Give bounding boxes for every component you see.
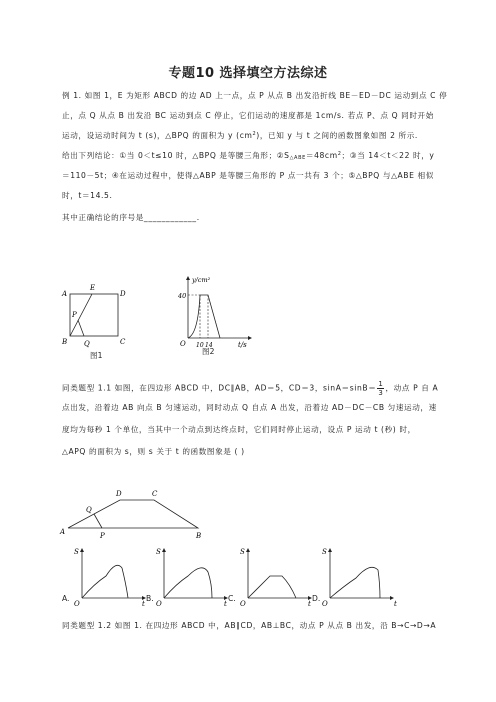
- fig2-x10: 10: [196, 342, 204, 349]
- trap-label-P: P: [100, 532, 105, 540]
- option-c-letter: C.: [228, 594, 236, 603]
- option-a-letter: A.: [62, 594, 70, 603]
- variant1-line-1: 同类题型 1.1 如图，在四边形 ABCD 中，DC∥AB，AD＝5，CD＝3，sinA＝sinB＝ $\frac{1}{3}$ ，动点 P 自 A: [62, 380, 439, 397]
- option-d-letter: D.: [312, 594, 321, 603]
- option-c-graph: [236, 544, 316, 608]
- fig2-y40: 40: [178, 292, 187, 300]
- option-c-t: t: [308, 600, 311, 608]
- option-c-o: O: [240, 600, 246, 608]
- fig2-xlabel: t/s: [238, 341, 247, 349]
- option-d-o: O: [322, 600, 328, 608]
- fig1-label-D: D: [120, 290, 126, 298]
- option-a-s: S: [74, 548, 79, 556]
- fig1-label-Q: Q: [84, 340, 90, 348]
- example1-line-5: ＝110－5t；④在运动过程中，使得△ABP 是等腰三角形的 P 点一共有 3 个；⑤△BPQ 与△ABE 相似: [62, 171, 434, 180]
- option-b-s: S: [156, 548, 161, 556]
- option-b-letter: B.: [146, 594, 154, 603]
- figure-1-rectangle: [60, 280, 140, 358]
- option-d-graph: [318, 544, 402, 608]
- example1-line-3: 运动，设运动时间为 t (s)，△BPQ 的面积为 y $(cm^2)$，已知 y 与 t 之间的函数图象如图 2 所示.: [62, 131, 418, 140]
- example1-answer-blank: 其中正确结论的序号是____________.: [62, 213, 200, 222]
- page-title: 专题10 选择填空方法综述: [168, 66, 328, 81]
- fig2-x14: 14: [205, 342, 213, 349]
- fig1-label-C: C: [120, 338, 126, 346]
- fig1-label-B: B: [62, 338, 68, 346]
- option-d-s: S: [322, 548, 327, 556]
- option-b-t: t: [224, 600, 227, 608]
- option-b-o: O: [156, 600, 162, 608]
- figure-2-graph: [176, 274, 256, 354]
- variant1-line-4: △APQ 的面积为 s，则 s 关于 t 的函数图象是 ( ): [62, 447, 245, 456]
- fraction-one-third: $\frac{1}{3}$: [378, 380, 384, 397]
- trap-label-B: B: [196, 532, 202, 540]
- option-b-graph: [152, 544, 232, 608]
- figure-1-caption: 图1: [90, 351, 103, 360]
- variant1-line-2: 点出发，沿着边 AB 向点 B 匀速运动，同时动点 Q 自点 A 出发，沿着边 AD－DC－CB 匀速运动，速: [62, 403, 437, 412]
- option-c-s: S: [240, 548, 245, 556]
- option-a-o: O: [74, 600, 80, 608]
- figure-2-caption: 图2: [202, 347, 215, 356]
- trap-label-Q: Q: [86, 506, 92, 514]
- trap-label-C: C: [152, 490, 158, 498]
- example1-line-1: 例 1. 如图 1，E 为矩形 ABCD 的边 AD 上一点，点 P 从点 B 出发沿折线 BE－ED－DC 运动到点 C 停: [62, 91, 448, 100]
- example1-line-2: 止，点 Q 从点 B 出发沿 BC 运动到点 C 停止，它们运动的速度都是 1cm/s. 若点 P、点 Q 同时开始: [62, 111, 434, 120]
- variant2-line-1: 同类题型 1.2 如图 1. 在四边形 ABCD 中，AB∥CD，AB⊥BC，动点 P 从点 B 出发，沿 B→C→D→A: [62, 621, 437, 630]
- trap-label-A: A: [60, 528, 66, 536]
- trap-label-D: D: [116, 490, 122, 498]
- fig1-label-P: P: [72, 311, 77, 319]
- example1-line-6: 时，t＝14.5.: [62, 191, 113, 200]
- trapezoid-figure: [60, 486, 220, 542]
- option-a-graph: [70, 544, 150, 608]
- fig1-label-A: A: [62, 290, 68, 298]
- fig2-ylabel: y/cm²: [192, 276, 211, 284]
- variant1-line-3: 度均为每秒 1 个单位，当其中一个动点到达终点时，它们同时停止运动，设点 P 运动 t (秒) 时，: [62, 425, 416, 434]
- option-d-t: t: [394, 600, 397, 608]
- example1-line-4: 给出下列结论：①当 0＜t≤10 时，△BPQ 是等腰三角形；$②S_{\triangle ABE}=48cm^2$；③当 14＜t＜22 时，y: [62, 151, 435, 161]
- fig2-origin: O: [180, 340, 186, 348]
- fig1-label-E: E: [90, 284, 96, 292]
- option-a-t: t: [142, 600, 145, 608]
